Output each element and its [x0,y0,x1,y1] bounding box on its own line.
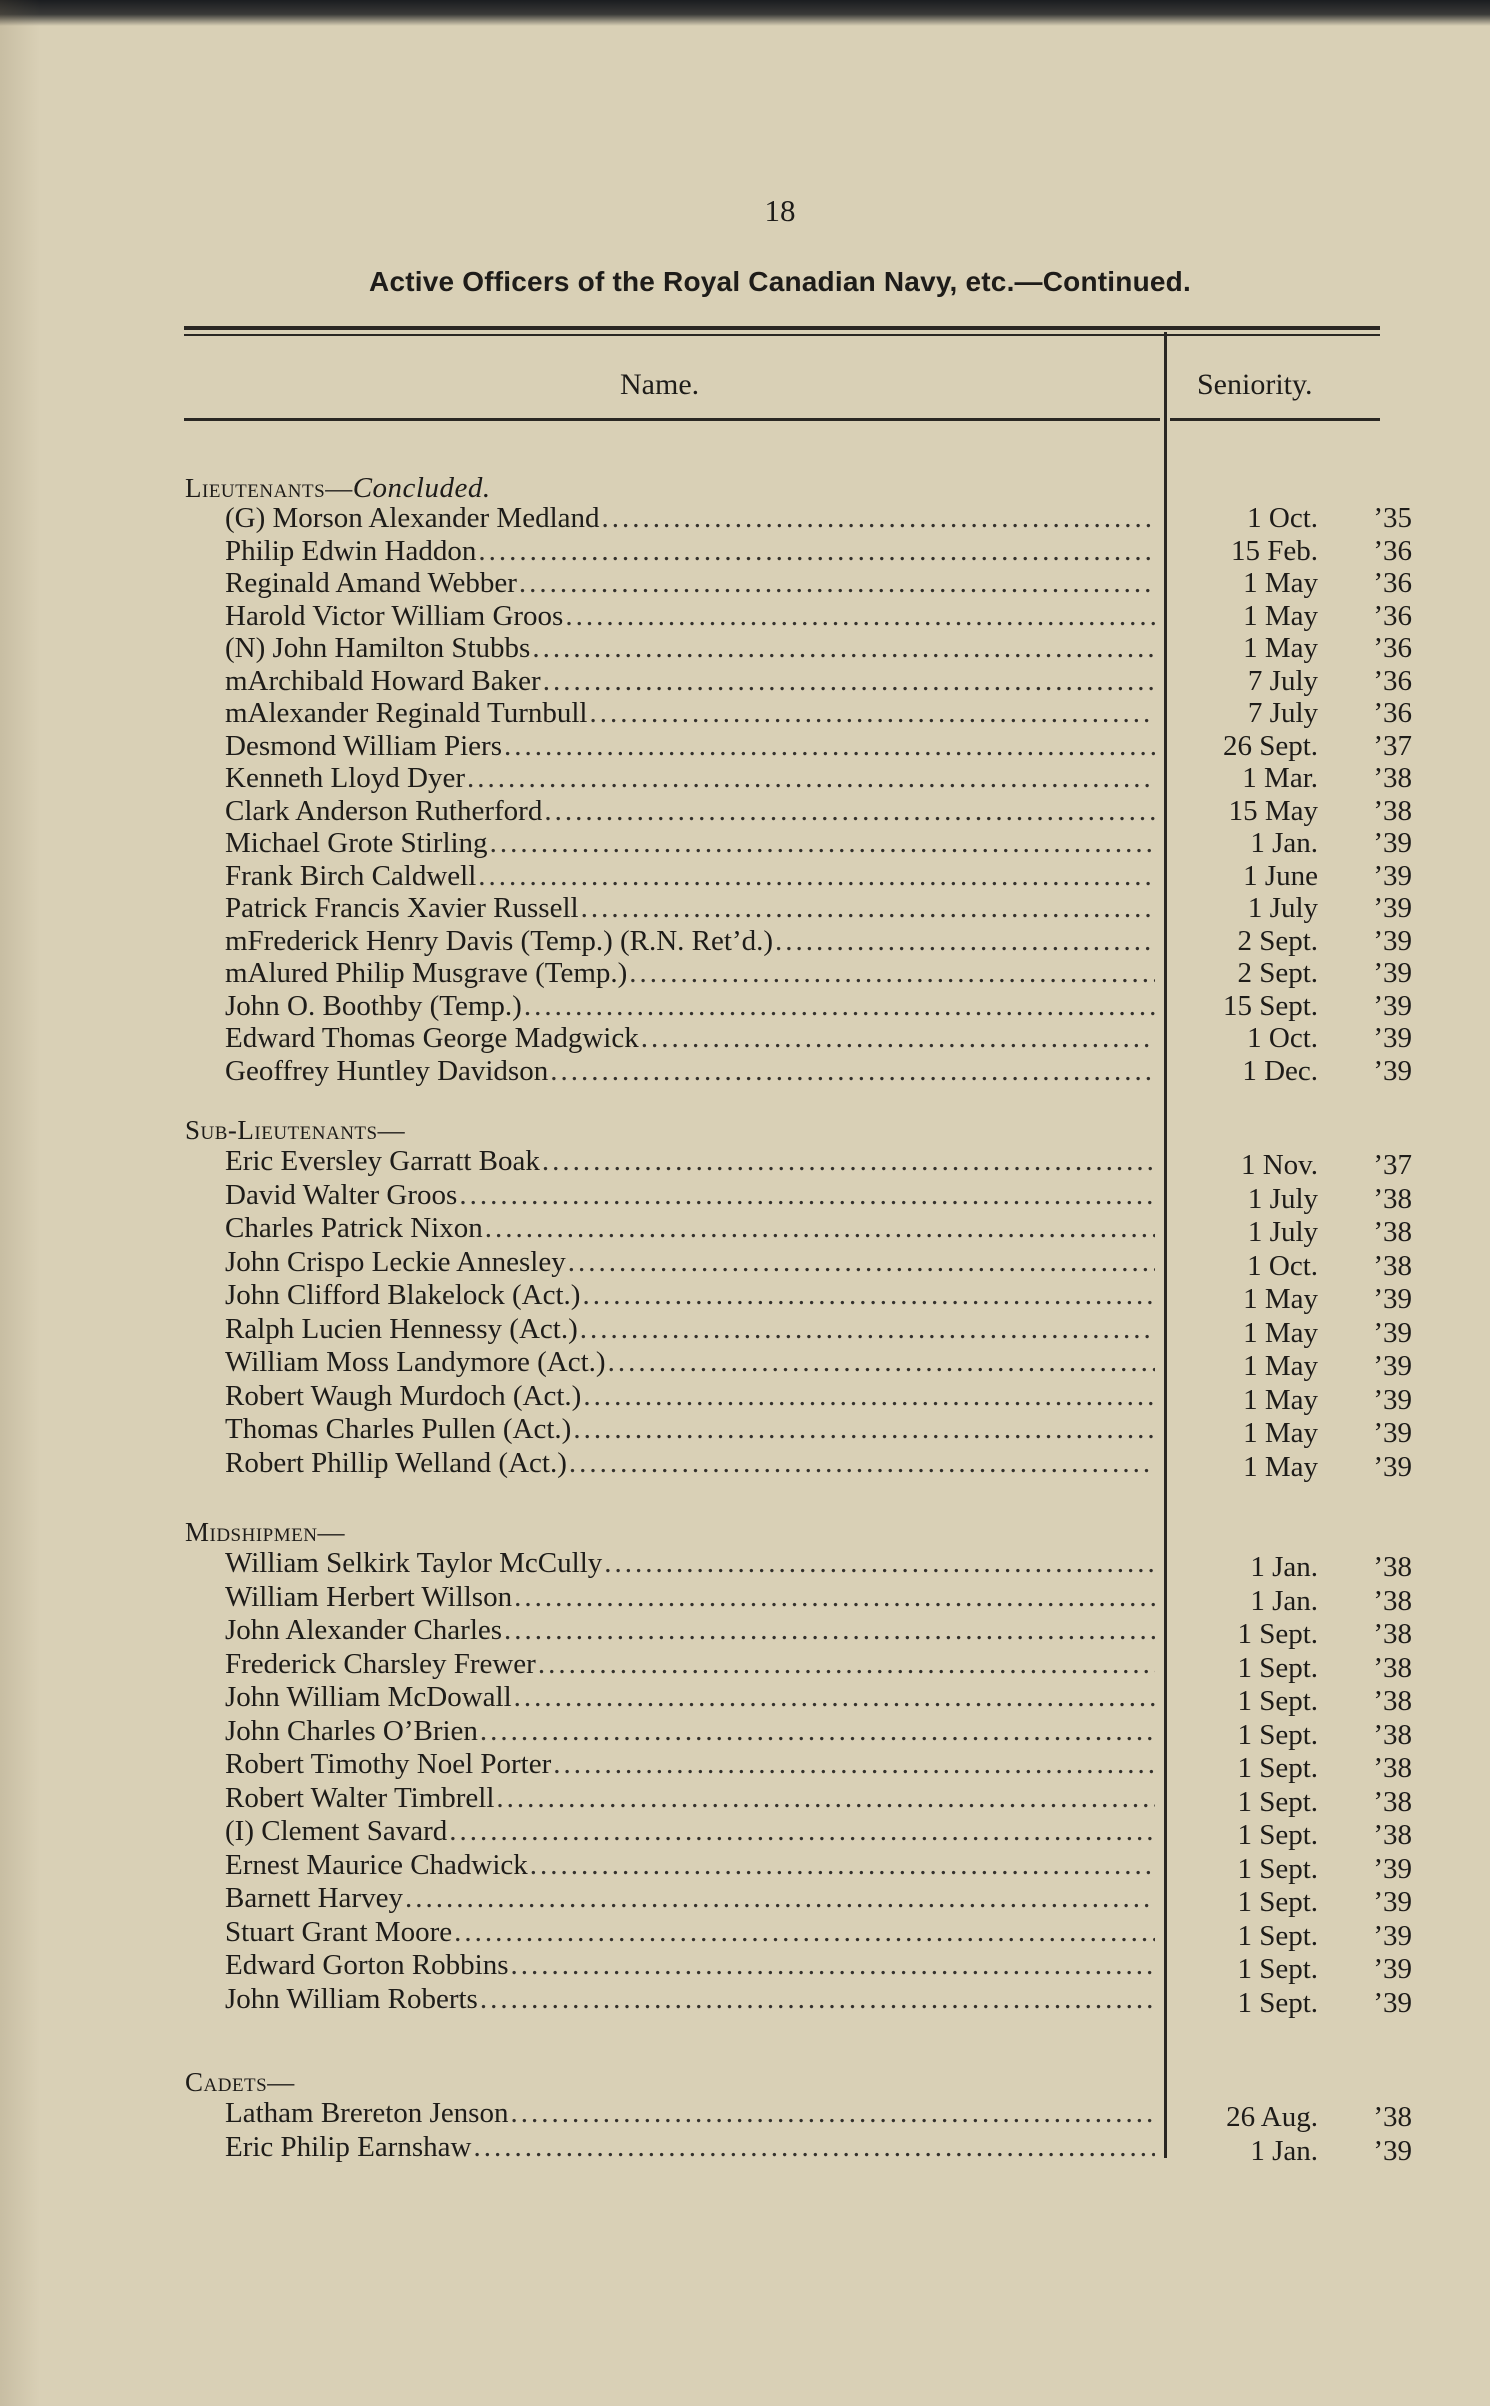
officer-name: Ernest Maurice Chadwick [225,1848,528,1881]
leader-dots [478,535,1155,568]
seniority-year: ’36 [1373,567,1412,599]
seniority-year: ’39 [1373,1953,1412,1985]
seniority-year: ’39 [1373,827,1412,859]
officer-row [225,665,1155,698]
seniority-date [1190,762,1412,795]
seniority-day-month: 7 July [1247,697,1318,729]
seniority-day-month: 26 Sept. [1222,729,1318,762]
officer-row [225,2131,1155,2164]
leader-dots [511,1949,1155,1982]
seniority-day-month: 1 Oct. [1247,502,1318,534]
seniority-date [1190,1250,1412,1283]
seniority-date [1190,1618,1412,1651]
seniority-date [1190,1819,1412,1852]
seniority-date [1190,1451,1412,1484]
officer-name: Barnett Harvey [225,1882,403,1914]
seniority-year: ’37 [1373,1149,1412,1181]
officer-name: Thomas Charles Pullen (Act.) [225,1413,572,1445]
seniority-day-month: 1 Sept. [1237,1919,1318,1952]
officer-row [225,1983,1155,2016]
officer-row [225,925,1155,958]
seniority-year: ’36 [1373,599,1412,632]
seniority-year: ’39 [1373,1350,1412,1382]
leader-dots [582,1279,1155,1312]
leader-dots [573,1413,1155,1446]
seniority-year: ’39 [1373,1417,1412,1449]
seniority-year: ’38 [1373,1551,1412,1583]
seniority-day-month: 15 May [1228,794,1318,827]
seniority-date [1190,892,1412,925]
page-number: 18 [764,193,796,228]
officer-row [225,1715,1155,1748]
officer-row [225,535,1155,568]
officer-row [225,1782,1155,1815]
leader-dots [544,795,1155,828]
leader-dots [473,2131,1155,2164]
officer-name: Edward Gorton Robbins [225,1949,509,1981]
seniority-day-month: 1 Dec. [1242,1054,1318,1087]
seniority-date [1190,632,1412,665]
seniority-year: ’39 [1373,892,1412,924]
officer-row [225,502,1155,535]
seniority-date [1190,1283,1412,1316]
seniority-year: ’39 [1373,1316,1412,1349]
officer-name: John Crispo Leckie Annesley [225,1245,566,1278]
leader-dots [604,1547,1155,1580]
seniority-day-month: 1 Sept. [1237,1986,1318,2019]
leader-dots [530,1849,1155,1882]
leader-dots [775,925,1155,958]
leader-dots [519,567,1155,600]
seniority-date [1190,1953,1412,1986]
seniority-date [1190,1317,1412,1350]
seniority-day-month: 26 Aug. [1226,2101,1318,2133]
leader-dots [510,2097,1155,2130]
seniority-year: ’39 [1373,1022,1412,1054]
seniority-day-month: 1 May [1243,1350,1318,1382]
seniority-day-month: 1 July [1247,1216,1318,1248]
seniority-date [1190,1149,1412,1182]
seniority-date [1190,600,1412,633]
officer-row [225,1581,1155,1614]
seniority-year: ’38 [1373,794,1412,827]
officer-row [225,1949,1155,1982]
officer-name: John Clifford Blakelock (Act.) [225,1279,581,1311]
officer-row [225,730,1155,763]
officer-name: Charles Patrick Nixon [225,1212,483,1244]
seniority-day-month: 1 Sept. [1237,1819,1318,1851]
officer-row [225,1380,1155,1413]
leader-dots [478,860,1155,893]
seniority-year: ’38 [1373,1618,1412,1650]
section-title [185,472,491,505]
leader-dots [608,1346,1155,1379]
page-top-shadow [0,0,1490,26]
seniority-date [1190,1585,1412,1618]
column-divider [1164,332,1167,2158]
seniority-day-month: 1 Oct. [1247,1249,1318,1282]
section-title [185,1115,405,1146]
seniority-year: ’36 [1373,632,1412,664]
seniority-year: ’39 [1373,989,1412,1022]
leader-dots [467,762,1155,795]
leader-dots [569,1447,1155,1480]
seniority-date [1190,1987,1412,2020]
seniority-date [1190,2101,1412,2134]
seniority-year: ’39 [1373,1283,1412,1315]
officer-row [225,1681,1155,1714]
seniority-date [1190,1752,1412,1785]
seniority-date [1190,1685,1412,1718]
column-header-name: Name. [620,368,700,401]
officer-name: Geoffrey Huntley Davidson [225,1054,549,1087]
seniority-day-month: 1 Oct. [1247,1022,1318,1054]
officer-name: David Walter Groos [225,1178,458,1211]
seniority-day-month: 1 Sept. [1237,1685,1318,1717]
seniority-date [1190,990,1412,1023]
seniority-date [1190,1183,1412,1216]
leader-dots [553,1748,1155,1781]
seniority-year: ’39 [1373,924,1412,957]
officer-row [225,1246,1155,1279]
leader-dots [454,1916,1155,1949]
seniority-day-month: 1 May [1243,1450,1318,1483]
section-title [185,2067,295,2098]
leader-dots [504,730,1155,763]
officer-row [225,860,1155,893]
seniority-date [1190,1652,1412,1685]
officer-name: William Moss Landymore (Act.) [225,1346,606,1378]
seniority-day-month: 1 Mar. [1242,762,1318,794]
seniority-year: ’38 [1373,1249,1412,1282]
officer-name: Reginald Amand Webber [225,567,517,599]
seniority-date [1190,795,1412,828]
officer-name: Robert Timothy Noel Porter [225,1748,552,1780]
top-rule-thin [184,334,1380,336]
section-title-text: Midshipmen— [185,1517,345,1547]
seniority-day-month: 2 Sept. [1237,957,1318,989]
officer-row [225,697,1155,730]
officer-name: mAlured Philip Musgrave (Temp.) [225,957,628,989]
seniority-year: ’38 [1373,2101,1412,2133]
seniority-day-month: 1 Nov. [1240,1149,1318,1181]
officer-row [225,762,1155,795]
officer-row [225,1413,1155,1446]
seniority-date [1190,730,1412,763]
seniority-year: ’38 [1373,1584,1412,1617]
seniority-date [1190,1719,1412,1752]
seniority-date [1190,1216,1412,1249]
seniority-date [1190,567,1412,600]
leader-dots [490,827,1155,860]
seniority-day-month: 1 May [1243,632,1318,664]
seniority-day-month: 1 May [1243,1316,1318,1349]
officer-row [225,1547,1155,1580]
seniority-day-month: 1 Sept. [1237,1618,1318,1650]
seniority-year: ’38 [1373,1718,1412,1751]
seniority-day-month: 1 Sept. [1237,1752,1318,1784]
seniority-date [1190,665,1412,698]
officer-name: (I) Clement Savard [225,1815,448,1847]
seniority-date [1190,1417,1412,1450]
seniority-year: ’38 [1373,1819,1412,1851]
officer-name: Michael Grote Stirling [225,827,488,859]
leader-dots [504,1614,1155,1647]
officer-row [225,1346,1155,1379]
seniority-day-month: 1 July [1247,1182,1318,1215]
seniority-date [1190,535,1412,568]
officer-name: John William Roberts [225,1982,478,2015]
seniority-year: ’39 [1373,1383,1412,1416]
page-gutter-shade [0,0,40,2406]
leader-dots [514,1681,1155,1714]
officer-row [225,1279,1155,1312]
officer-row [225,957,1155,990]
officer-name: Frederick Charsley Frewer [225,1647,536,1680]
seniority-date [1190,1384,1412,1417]
leader-dots [524,990,1155,1023]
leader-dots [405,1882,1155,1915]
seniority-year: ’38 [1373,1216,1412,1248]
officer-row [225,795,1155,828]
seniority-date [1190,925,1412,958]
seniority-day-month: 1 July [1247,892,1318,924]
seniority-year: ’39 [1373,1886,1412,1918]
seniority-date [1190,1551,1412,1584]
seniority-date [1190,1055,1412,1088]
seniority-year: ’36 [1373,534,1412,567]
section-title-text: Cadets— [185,2067,295,2097]
seniority-year: ’38 [1373,1752,1412,1784]
seniority-day-month: 1 Sept. [1237,1852,1318,1885]
seniority-date [1190,2135,1412,2168]
seniority-date [1190,502,1412,535]
leader-dots [629,957,1155,990]
officer-row [225,600,1155,633]
seniority-year: ’36 [1373,697,1412,729]
officer-row [225,1916,1155,1949]
header-rule-right [1170,418,1380,421]
seniority-year: ’35 [1373,502,1412,534]
seniority-day-month: 1 June [1243,859,1318,892]
seniority-day-month: 1 May [1243,1383,1318,1416]
officer-row [225,990,1155,1023]
leader-dots [449,1815,1155,1848]
officer-name: Harold Victor William Groos [225,599,564,632]
page-heading: Active Officers of the Royal Canadian Navy, etc.—Continued. [369,266,1191,297]
leader-dots [602,502,1156,535]
seniority-year: ’38 [1373,762,1412,794]
seniority-day-month: 15 Feb. [1231,534,1318,567]
officer-row [225,2097,1155,2130]
officer-row [225,1849,1155,1882]
leader-dots [480,1715,1155,1748]
seniority-day-month: 2 Sept. [1237,924,1318,957]
officer-name: John William McDowall [225,1681,512,1713]
seniority-day-month: 1 May [1243,1283,1318,1315]
officer-name: Ralph Lucien Hennessy (Act.) [225,1312,578,1345]
officer-row [225,1447,1155,1480]
seniority-year: ’36 [1373,664,1412,697]
seniority-day-month: 1 Jan. [1250,1584,1318,1617]
column-header-seniority: Seniority. [1197,368,1313,401]
officer-name: John O. Boothby (Temp.) [225,989,522,1022]
seniority-date [1190,1786,1412,1819]
seniority-year: ’38 [1373,1182,1412,1215]
officer-row [225,1648,1155,1681]
officer-row [225,1614,1155,1647]
seniority-day-month: 1 Jan. [1250,827,1318,859]
seniority-year: ’38 [1373,1685,1412,1717]
section-title-text: Lieutenants— [185,473,353,503]
officer-name: William Herbert Willson [225,1580,513,1613]
officer-name: Robert Phillip Welland (Act.) [225,1446,567,1479]
officer-row [225,632,1155,665]
officer-name: (N) John Hamilton Stubbs [225,632,531,664]
leader-dots [550,1055,1155,1088]
seniority-date [1190,1022,1412,1055]
leader-dots [641,1022,1155,1055]
officer-name: mAlexander Reginald Turnbull [225,697,588,729]
officer-name: Kenneth Lloyd Dyer [225,762,465,794]
officer-name: Frank Birch Caldwell [225,859,477,892]
leader-dots [583,1380,1155,1413]
officer-row [225,1055,1155,1088]
seniority-day-month: 1 Sept. [1237,1651,1318,1684]
officer-row [225,1882,1155,1915]
leader-dots [580,1313,1155,1346]
officer-name: mFrederick Henry Davis (Temp.) (R.N. Ret’d.) [225,924,774,957]
officer-name: Eric Eversley Garratt Boak [225,1145,540,1177]
leader-dots [568,1246,1155,1279]
officer-name: Clark Anderson Rutherford [225,794,543,827]
leader-dots [565,600,1155,633]
seniority-date [1190,1350,1412,1383]
officer-row [225,567,1155,600]
leader-dots [514,1581,1155,1614]
leader-dots [581,892,1155,925]
seniority-year: ’39 [1373,1919,1412,1952]
officer-row [225,1748,1155,1781]
officer-row [225,827,1155,860]
officer-row [225,1313,1155,1346]
seniority-year: ’39 [1373,1852,1412,1885]
officer-row [225,1212,1155,1245]
seniority-date [1190,1886,1412,1919]
officer-name: Robert Walter Timbrell [225,1781,495,1814]
seniority-day-month: 1 Jan. [1250,1551,1318,1583]
seniority-day-month: 1 Sept. [1237,1718,1318,1751]
officer-name: John Alexander Charles [225,1614,503,1646]
officer-name: John Charles O’Brien [225,1714,478,1747]
officer-name: Philip Edwin Haddon [225,534,477,567]
seniority-year: ’39 [1373,2135,1412,2167]
seniority-year: ’38 [1373,1785,1412,1818]
officer-name: Robert Waugh Murdoch (Act.) [225,1379,582,1412]
officer-name: Desmond William Piers [225,729,503,762]
leader-dots [542,1145,1155,1178]
seniority-day-month: 15 Sept. [1222,989,1318,1022]
leader-dots [485,1212,1155,1245]
section-title [185,1517,345,1548]
officer-row [225,892,1155,925]
officer-row [225,1022,1155,1055]
leader-dots [532,632,1155,665]
seniority-year: ’39 [1373,957,1412,989]
seniority-day-month: 1 May [1243,599,1318,632]
officer-row [225,1815,1155,1848]
seniority-date [1190,1853,1412,1886]
top-rule-thick [184,326,1380,330]
seniority-date [1190,957,1412,990]
seniority-day-month: 1 Sept. [1237,1886,1318,1918]
leader-dots [496,1782,1155,1815]
header-rule-left [184,418,1160,421]
leader-dots [538,1648,1155,1681]
seniority-day-month: 1 Jan. [1250,2135,1318,2167]
officer-row [225,1179,1155,1212]
leader-dots [589,697,1155,730]
seniority-day-month: 1 May [1243,1417,1318,1449]
seniority-year: ’39 [1373,859,1412,892]
seniority-date [1190,860,1412,893]
seniority-date [1190,1920,1412,1953]
officer-name: William Selkirk Taylor McCully [225,1547,603,1579]
seniority-year: ’39 [1373,1986,1412,2019]
leader-dots [543,665,1155,698]
officer-row [225,1145,1155,1178]
seniority-year: ’38 [1373,1651,1412,1684]
seniority-year: ’39 [1373,1054,1412,1087]
officer-name: (G) Morson Alexander Medland [225,502,600,534]
seniority-date [1190,827,1412,860]
seniority-year: ’39 [1373,1450,1412,1483]
leader-dots [480,1983,1155,2016]
section-title-text: Sub-Lieutenants— [185,1115,406,1145]
leader-dots [459,1179,1155,1212]
seniority-year: ’37 [1373,729,1412,762]
seniority-date [1190,697,1412,730]
seniority-day-month: 1 May [1243,567,1318,599]
officer-name: mArchibald Howard Baker [225,664,541,697]
officer-name: Eric Philip Earnshaw [225,2131,472,2163]
seniority-day-month: 7 July [1247,664,1318,697]
officer-name: Stuart Grant Moore [225,1915,453,1948]
officer-name: Patrick Francis Xavier Russell [225,892,579,924]
section-title-suffix: Concluded. [352,472,491,504]
officer-name: Edward Thomas George Madgwick [225,1022,639,1054]
officer-name: Latham Brereton Jenson [225,2097,509,2129]
seniority-day-month: 1 Sept. [1237,1785,1318,1818]
seniority-day-month: 1 Sept. [1237,1953,1318,1985]
